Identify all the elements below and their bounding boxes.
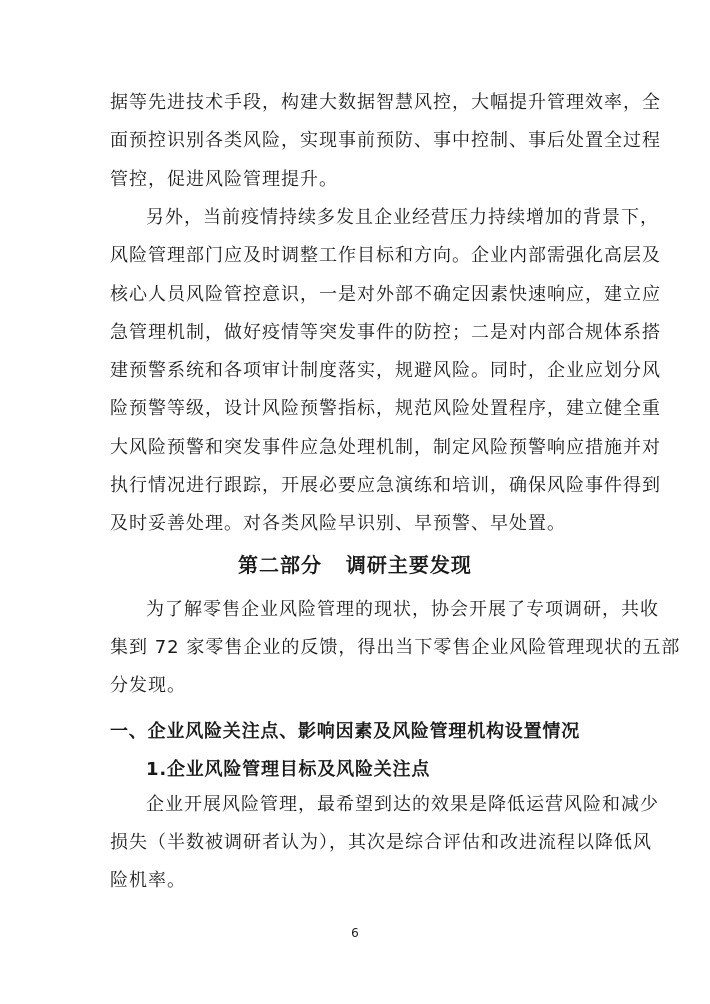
paragraph-line: 风险管理部门应及时调整工作目标和方向。企业内部需强化高层及 bbox=[110, 245, 661, 266]
paragraph-line: 建预警系统和各项审计制度落实，规避风险。同时，企业应划分风 bbox=[110, 360, 661, 381]
paragraph-line: 集到 72 家零售企业的反馈，得出当下零售企业风险管理现状的五部 bbox=[110, 637, 681, 658]
paragraph-line: 据等先进技术手段，构建大数据智慧风控，大幅提升管理效率，全 bbox=[110, 92, 661, 113]
paragraph-line: 核心人员风险管控意识，一是对外部不确定因素快速响应，建立应 bbox=[110, 284, 661, 305]
paragraph-line: 损失（半数被调研者认为），其次是综合评估和改进流程以降低风 bbox=[110, 832, 652, 853]
paragraph-line: 分发现。 bbox=[110, 675, 186, 696]
paragraph-line: 急管理机制，做好疫情等突发事件的防控；二是对内部合规体系搭 bbox=[110, 322, 661, 343]
paragraph-line: 大风险预警和突发事件应急处理机制，制定风险预警响应措施并对 bbox=[110, 437, 661, 458]
subsection-heading: 1.企业风险管理目标及风险关注点 bbox=[146, 759, 431, 780]
paragraph-line: 险预警等级，设计风险预警指标，规范风险处置程序，建立健全重 bbox=[110, 398, 661, 419]
paragraph-line: 另外，当前疫情持续多发且企业经营压力持续增加的背景下， bbox=[146, 207, 659, 228]
page-number: 6 bbox=[351, 926, 359, 940]
paragraph-line: 及时妥善处理。对各类风险早识别、早预警、早处置。 bbox=[110, 513, 566, 534]
paragraph-line: 企业开展风险管理，最希望到达的效果是降低运营风险和减少 bbox=[146, 794, 659, 815]
part-heading: 第二部分 调研主要发现 bbox=[238, 553, 472, 577]
paragraph-line: 管控，促进风险管理提升。 bbox=[110, 169, 338, 190]
paragraph-line: 执行情况进行跟踪，开展必要应急演练和培训，确保风险事件得到 bbox=[110, 475, 661, 496]
paragraph-line: 为了解零售企业风险管理的现状，协会开展了专项调研，共收 bbox=[146, 599, 659, 620]
paragraph-line: 面预控识别各类风险，实现事前预防、事中控制、事后处置全过程 bbox=[110, 130, 661, 151]
paragraph-line: 险机率。 bbox=[110, 870, 186, 891]
section-heading: 一、企业风险关注点、影响因素及风险管理机构设置情况 bbox=[110, 721, 580, 742]
